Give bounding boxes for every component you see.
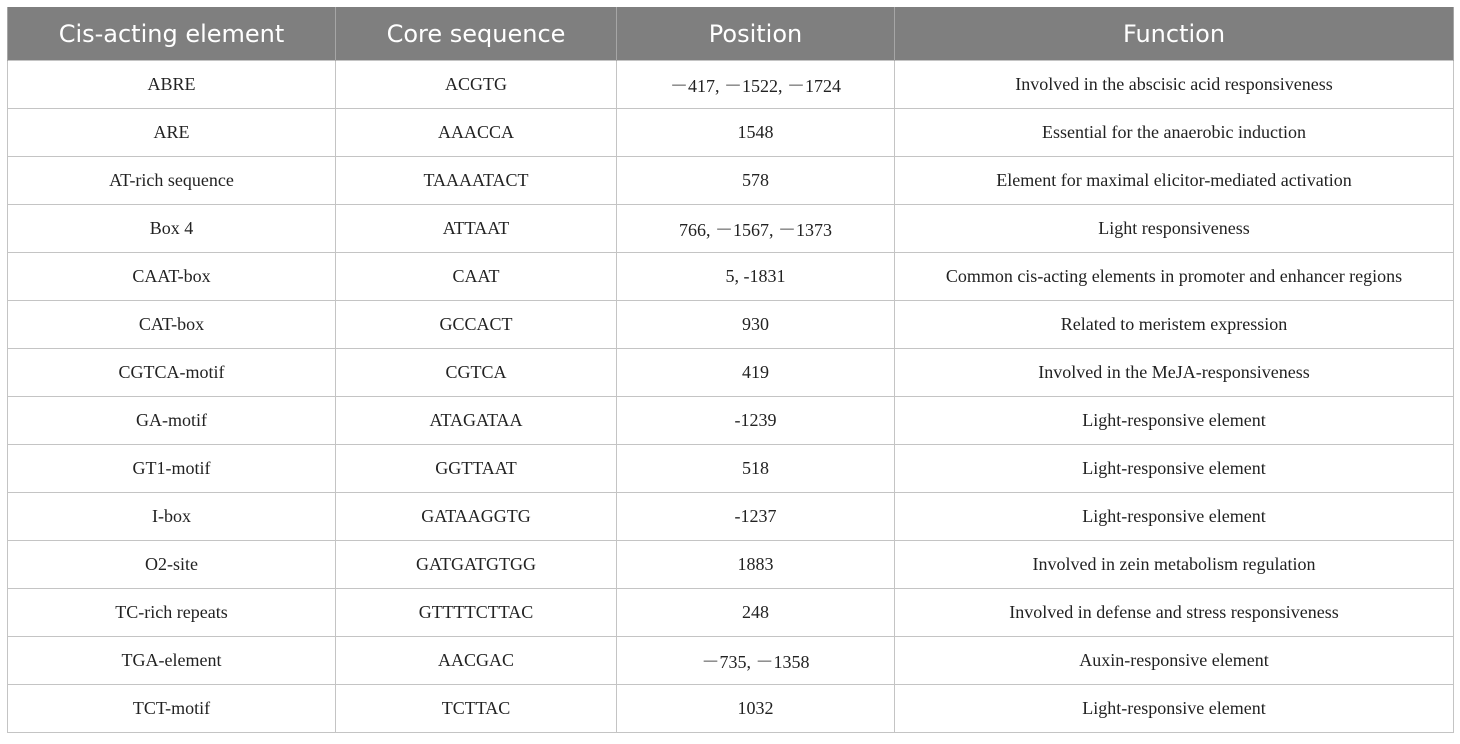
cell-function: Auxin-responsive element	[895, 637, 1454, 685]
cell-sequence: GATGATGTGG	[336, 541, 617, 589]
table-row	[8, 589, 1454, 637]
cell-function: Involved in the abscisic acid responsiveness	[895, 61, 1454, 109]
cell-position: －417, －1522, －1724	[617, 61, 895, 109]
table-row	[8, 61, 1454, 109]
cell-element: AT-rich sequence	[8, 157, 336, 205]
cell-function: Light-responsive element	[895, 445, 1454, 493]
cell-position: 1032	[617, 685, 895, 733]
cell-function: Element for maximal elicitor-mediated activation	[895, 157, 1454, 205]
cell-function: Related to meristem expression	[895, 301, 1454, 349]
cell-position: 248	[617, 589, 895, 637]
cell-sequence: TCTTAC	[336, 685, 617, 733]
cell-element: CGTCA-motif	[8, 349, 336, 397]
table-row	[8, 493, 1454, 541]
cell-function: Light-responsive element	[895, 493, 1454, 541]
cell-element: CAAT-box	[8, 253, 336, 301]
header-row	[8, 7, 1454, 61]
cell-sequence: CAAT	[336, 253, 617, 301]
cell-sequence: GTTTTCTTAC	[336, 589, 617, 637]
cell-position: 578	[617, 157, 895, 205]
table-row	[8, 445, 1454, 493]
cell-position: 1883	[617, 541, 895, 589]
cell-element: GT1-motif	[8, 445, 336, 493]
cell-position: 930	[617, 301, 895, 349]
cell-sequence: GATAAGGTG	[336, 493, 617, 541]
table-row	[8, 253, 1454, 301]
table-row	[8, 301, 1454, 349]
cell-element: TC-rich repeats	[8, 589, 336, 637]
cell-function: Light responsiveness	[895, 205, 1454, 253]
table-row	[8, 157, 1454, 205]
cell-position: -1237	[617, 493, 895, 541]
cell-position: 419	[617, 349, 895, 397]
header-position: Position	[617, 7, 895, 61]
cell-position: 766, －1567, －1373	[617, 205, 895, 253]
header-function: Function	[895, 7, 1454, 61]
table-row	[8, 637, 1454, 685]
cis-acting-elements-table	[7, 7, 1454, 733]
cell-sequence: ATAGATAA	[336, 397, 617, 445]
cell-position: 518	[617, 445, 895, 493]
table-row	[8, 109, 1454, 157]
cell-function: Involved in defense and stress responsiveness	[895, 589, 1454, 637]
cell-element: CAT-box	[8, 301, 336, 349]
cell-element: TCT-motif	[8, 685, 336, 733]
header-core-sequence: Core sequence	[336, 7, 617, 61]
cell-function: Light-responsive element	[895, 685, 1454, 733]
cell-function: Light-responsive element	[895, 397, 1454, 445]
cell-sequence: GCCACT	[336, 301, 617, 349]
cell-sequence: TAAAATACT	[336, 157, 617, 205]
cell-position: 1548	[617, 109, 895, 157]
cell-element: Box 4	[8, 205, 336, 253]
cell-sequence: AACGAC	[336, 637, 617, 685]
cell-sequence: CGTCA	[336, 349, 617, 397]
cell-position: －735, －1358	[617, 637, 895, 685]
cell-element: ABRE	[8, 61, 336, 109]
table-row	[8, 205, 1454, 253]
cell-sequence: GGTTAAT	[336, 445, 617, 493]
cell-function: Essential for the anaerobic induction	[895, 109, 1454, 157]
cell-sequence: ACGTG	[336, 61, 617, 109]
cell-element: ARE	[8, 109, 336, 157]
cell-element: TGA-element	[8, 637, 336, 685]
cell-function: Involved in zein metabolism regulation	[895, 541, 1454, 589]
cell-element: GA-motif	[8, 397, 336, 445]
header-cis-acting-element: Cis-acting element	[8, 7, 336, 61]
cell-sequence: ATTAAT	[336, 205, 617, 253]
cell-position: -1239	[617, 397, 895, 445]
cell-function: Common cis-acting elements in promoter and enhancer regions	[895, 253, 1454, 301]
table-row	[8, 541, 1454, 589]
table-row	[8, 397, 1454, 445]
table-container	[7, 7, 1453, 733]
table-row	[8, 685, 1454, 733]
cell-element: O2-site	[8, 541, 336, 589]
table-row	[8, 349, 1454, 397]
cell-position: 5, -1831	[617, 253, 895, 301]
cell-sequence: AAACCA	[336, 109, 617, 157]
cell-element: I-box	[8, 493, 336, 541]
cell-function: Involved in the MeJA-responsiveness	[895, 349, 1454, 397]
